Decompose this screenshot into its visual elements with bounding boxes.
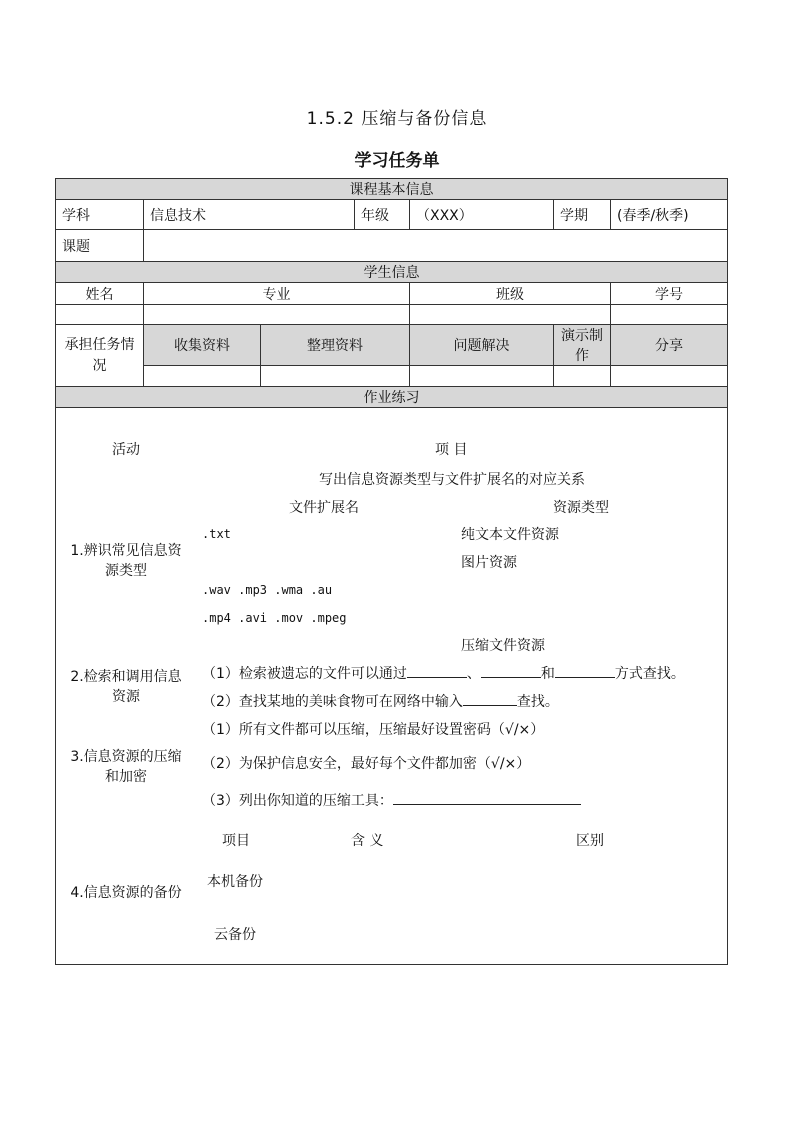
task-share-cell[interactable] <box>611 366 728 387</box>
activity-3-name: 3.信息资源的压缩和加密 <box>70 749 182 785</box>
q1-blank-3[interactable] <box>555 663 615 678</box>
q1-sep-1: 、 <box>466 666 481 682</box>
subject-value[interactable]: 信息技术 <box>144 200 355 230</box>
activity-2-name: 2.检索和调用信息资源 <box>70 669 182 705</box>
q1-suffix: 方式查找。 <box>614 666 685 682</box>
document-subtitle: 学习任务单 <box>354 151 440 171</box>
document-title: 1.5.2 压缩与备份信息 <box>306 109 488 129</box>
backup-diff-header: 区别 <box>576 833 604 849</box>
grade-label: 年级 <box>355 200 410 230</box>
q1-blank-2[interactable] <box>481 663 541 678</box>
activity-1-instruction: 写出信息资源类型与文件扩展名的对应关系 <box>319 472 585 488</box>
backup-meaning-header: 含 义 <box>351 833 384 849</box>
activity-2-question-1 <box>202 663 685 683</box>
task-label: 承担任务情况 <box>56 325 144 387</box>
activity-3-question-1: （1）所有文件都可以压缩，压缩最好设置密码（√/×） <box>202 722 545 738</box>
q3-prefix: （3）列出你知道的压缩工具： <box>202 793 393 809</box>
subject-label: 学科 <box>56 200 144 230</box>
q1-blank-1[interactable] <box>407 663 467 678</box>
term-value[interactable]: (春季/秋季) <box>611 200 728 230</box>
backup-row-local: 本机备份 <box>207 874 263 890</box>
student-major-input[interactable] <box>144 305 410 325</box>
task-demo: 演示制作 <box>554 325 611 366</box>
task-sheet-table <box>55 178 728 965</box>
topic-label: 课题 <box>56 230 144 262</box>
student-col-name: 姓名 <box>56 283 144 305</box>
ext-row-3: .mp4 .avi .mov .mpeg <box>202 611 347 625</box>
type-row-2: 图片资源 <box>461 555 517 571</box>
task-collect-cell[interactable] <box>144 366 261 387</box>
ext-column-header: 文件扩展名 <box>289 500 359 516</box>
item-column-header: 项 目 <box>435 442 468 458</box>
backup-item-header: 项目 <box>222 833 250 849</box>
topic-value[interactable] <box>144 230 728 262</box>
activity-4-name: 4.信息资源的备份 <box>70 885 182 901</box>
activity-3-question-2: （2）为保护信息安全，最好每个文件都加密（√/×） <box>202 756 531 772</box>
task-solve-cell[interactable] <box>410 366 554 387</box>
homework-area <box>56 408 728 965</box>
type-row-3: 压缩文件资源 <box>461 638 545 654</box>
activity-1-name: 1.辨识常见信息资源类型 <box>70 543 182 579</box>
backup-row-cloud: 云备份 <box>214 927 256 943</box>
task-solve: 问题解决 <box>410 325 554 366</box>
task-share: 分享 <box>611 325 728 366</box>
q1-sep-2: 和 <box>540 666 555 682</box>
ext-row-1: .txt <box>202 527 231 541</box>
task-collect: 收集资料 <box>144 325 261 366</box>
term-label: 学期 <box>554 200 611 230</box>
student-name-input[interactable] <box>56 305 144 325</box>
q2-blank[interactable] <box>463 691 517 706</box>
student-col-major: 专业 <box>144 283 410 305</box>
q1-prefix: （1）检索被遗忘的文件可以通过 <box>202 666 407 682</box>
basic-info-header: 课程基本信息 <box>56 179 728 200</box>
activity-3-question-3 <box>202 790 581 810</box>
student-class-input[interactable] <box>410 305 611 325</box>
q3-blank[interactable] <box>393 790 581 805</box>
task-organize-cell[interactable] <box>261 366 410 387</box>
grade-value[interactable]: （XXX） <box>410 200 554 230</box>
student-id-input[interactable] <box>611 305 728 325</box>
activity-2-question-2 <box>202 691 559 711</box>
q2-prefix: （2）查找某地的美味食物可在网络中输入 <box>202 694 463 710</box>
student-info-header: 学生信息 <box>56 262 728 283</box>
student-col-id: 学号 <box>611 283 728 305</box>
task-organize: 整理资料 <box>261 325 410 366</box>
task-demo-cell[interactable] <box>554 366 611 387</box>
type-column-header: 资源类型 <box>553 500 609 516</box>
q2-suffix: 查找。 <box>516 694 559 710</box>
activity-column-header: 活动 <box>112 442 140 458</box>
ext-row-2: .wav .mp3 .wma .au <box>202 583 333 597</box>
homework-header: 作业练习 <box>56 387 728 408</box>
type-row-1: 纯文本文件资源 <box>461 527 559 543</box>
student-col-class: 班级 <box>410 283 611 305</box>
